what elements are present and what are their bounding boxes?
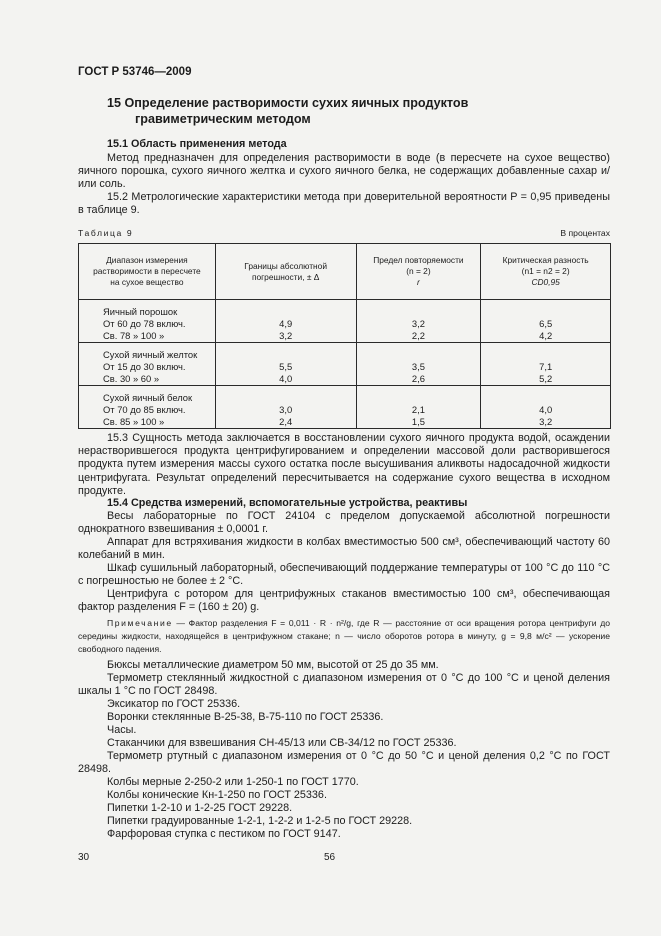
header-repeatability-l1: Предел повторяемости — [373, 255, 464, 265]
paragraph-oven: Шкаф сушильный лабораторный, обеспечивающий поддержание температуры от 100 °С до 110 °С с погрешностью не более ± 2 °С. — [78, 562, 610, 588]
cd-value: 3,2 — [539, 416, 553, 427]
paragraph-bottles: Бюксы металлические диаметром 50 мм, высотой от 25 до 35 мм. — [107, 659, 439, 671]
delta-cell — [215, 300, 356, 343]
paragraph-pipettes: Пипетки 1-2-10 и 1-2-25 ГОСТ 29228. — [107, 802, 293, 814]
header-cd-l3: CD0,95 — [531, 277, 560, 287]
paragraph-mortar: Фарфоровая ступка с пестиком по ГОСТ 9147. — [107, 828, 341, 840]
group-name: Сухой яичный желток — [103, 349, 198, 360]
group-name: Сухой яичный белок — [103, 392, 193, 403]
subsection-15-1-title: 15.1 Область применения метода — [107, 138, 287, 150]
cd-value: 4,2 — [539, 330, 553, 341]
note — [78, 617, 610, 656]
cd-value: 5,2 — [539, 373, 553, 384]
paragraph-funnels: Воронки стеклянные В-25-38, В-75-110 по ГОСТ 25336. — [107, 711, 384, 723]
section-title-line2: гравиметрическим методом — [135, 112, 311, 126]
table-row — [79, 343, 611, 386]
r-value: 2,1 — [411, 404, 425, 415]
r-cell — [356, 300, 481, 343]
paragraph-graduated-pipettes: Пипетки градуированные 1-2-1, 1-2-2 и 1-2-5 по ГОСТ 29228. — [107, 815, 413, 827]
header-critical-difference — [481, 244, 611, 300]
delta-value: 4,9 — [279, 318, 293, 329]
range-cell — [79, 300, 216, 343]
paragraph-glass-thermometer: Термометр стеклянный жидкостной с диапазоном измерения от 0 °С до 100 °С и ценой деления шкалы 1 °С по ГОСТ 28498. — [78, 672, 610, 698]
range-value: От 15 до 30 включ. — [103, 361, 186, 372]
table-header-row — [79, 244, 611, 300]
r-value: 3,5 — [411, 361, 425, 372]
cd-value: 7,1 — [539, 361, 553, 372]
delta-value: 2,4 — [279, 416, 293, 427]
paragraph-desiccator: Эксикатор по ГОСТ 25336. — [107, 698, 241, 710]
cd-cell — [481, 343, 611, 386]
subsection-15-1-text: Метод предназначен для определения растворимости в воде (в пересчете на сухое вещество) яичного порошка, сухого яичного желтка и сухого яичного белка, не содержащих добавленные сахар и/или соль. — [78, 152, 610, 191]
paragraph-scales: Весы лабораторные по ГОСТ 24104 с пределом допускаемой абсолютной погрешности однократного взвешивания ± 0,0001 г. — [78, 510, 610, 536]
subsection-15-4-title: 15.4 Средства измерений, вспомогательные устройства, реактивы — [107, 497, 468, 509]
table-row — [79, 386, 611, 429]
subsection-15-2-text: 15.2 Метрологические характеристики метода при доверительной вероятности P = 0,95 приведены в таблице 9. — [78, 191, 610, 217]
range-value: Св. 78 » 100 » — [103, 330, 165, 341]
section-title — [107, 95, 468, 127]
r-value: 2,6 — [411, 373, 425, 384]
paragraph-clock: Часы. — [107, 724, 137, 736]
header-delta: Границы абсолютной погрешности, ± Δ — [215, 244, 356, 300]
header-range: Диапазон измерения растворимости в пересчете на сухое вещество — [79, 244, 216, 300]
delta-cell — [215, 343, 356, 386]
r-cell — [356, 343, 481, 386]
paragraph-centrifuge: Центрифуга с ротором для центрифужных стаканов вместимостью 100 см³, обеспечивающая фактор разделения F = (160 ± 20) g. — [78, 588, 610, 614]
header-cd-l2: (n1 = n2 = 2) — [521, 266, 570, 276]
delta-value: 3,0 — [279, 404, 293, 415]
range-value: Св. 30 » 60 » — [103, 373, 160, 384]
cd-value: 6,5 — [539, 318, 553, 329]
r-value: 3,2 — [411, 318, 425, 329]
page-number: 30 — [78, 852, 90, 863]
range-value: Св. 85 » 100 » — [103, 416, 165, 427]
delta-value: 4,0 — [279, 373, 293, 384]
r-cell — [356, 386, 481, 429]
header-repeatability — [356, 244, 481, 300]
note-text: — Фактор разделения F = 0,011 · R · n²/g, где R — расстояние от оси вращения ротора центрифуги до середины жидкости, находящейся в центрифужном стакане; n — число оборотов ротора в минуту, g = 9,8 м/с² — ускорение свободного падения. — [78, 618, 610, 654]
group-name: Яичный порошок — [103, 306, 178, 317]
table-unit: В процентах — [560, 228, 610, 238]
table-caption: Таблица 9 — [78, 228, 134, 238]
section-title-line1: 15 Определение растворимости сухих яичных продуктов — [107, 96, 469, 110]
range-cell — [79, 386, 216, 429]
table-row — [79, 300, 611, 343]
r-value: 2,2 — [411, 330, 425, 341]
table-9 — [78, 243, 611, 429]
range-cell — [79, 343, 216, 386]
cd-cell — [481, 300, 611, 343]
paragraph-weighing-cups: Стаканчики для взвешивания СН-45/13 или СВ-34/12 по ГОСТ 25336. — [107, 737, 457, 749]
paragraph-volumetric-flasks: Колбы мерные 2-250-2 или 1-250-1 по ГОСТ 1770. — [107, 776, 359, 788]
delta-value: 3,2 — [279, 330, 293, 341]
header-cd-l1: Критическая разность — [502, 255, 589, 265]
paragraph-conical-flasks: Колбы конические Кн-1-250 по ГОСТ 25336. — [107, 789, 327, 801]
paragraph-mercury-thermometer: Термометр ртутный с диапазоном измерения от 0 °С до 50 °С и ценой деления 0,2 °С по ГОСТ 28498. — [78, 750, 610, 776]
sheet-number: 56 — [324, 852, 336, 863]
document-header: ГОСТ Р 53746—2009 — [78, 66, 192, 78]
header-repeatability-l3: r — [417, 277, 420, 287]
note-label: Примечание — [107, 618, 173, 628]
subsection-15-3-text: 15.3 Сущность метода заключается в восстановлении сухого яичного продукта водой, осаждении нерастворившегося продукта центрифугированием и определении массовой доли растворившегося продукта путем измерения массы сухого остатка после высушивания аликвоты надосадочной жидкости центрифугата. Результат определений пересчитывается на содержание сухого вещества в исходном продукте. — [78, 432, 610, 497]
paragraph-shaker: Аппарат для встряхивания жидкости в колбах вместимостью 500 см³, обеспечивающий частоту 60 колебаний в мин. — [78, 536, 610, 562]
delta-cell — [215, 386, 356, 429]
header-repeatability-l2: (n = 2) — [406, 266, 431, 276]
cd-cell — [481, 386, 611, 429]
range-value: От 60 до 78 включ. — [103, 318, 186, 329]
range-value: От 70 до 85 включ. — [103, 404, 186, 415]
cd-value: 4,0 — [539, 404, 553, 415]
delta-value: 5,5 — [279, 361, 293, 372]
r-value: 1,5 — [411, 416, 425, 427]
